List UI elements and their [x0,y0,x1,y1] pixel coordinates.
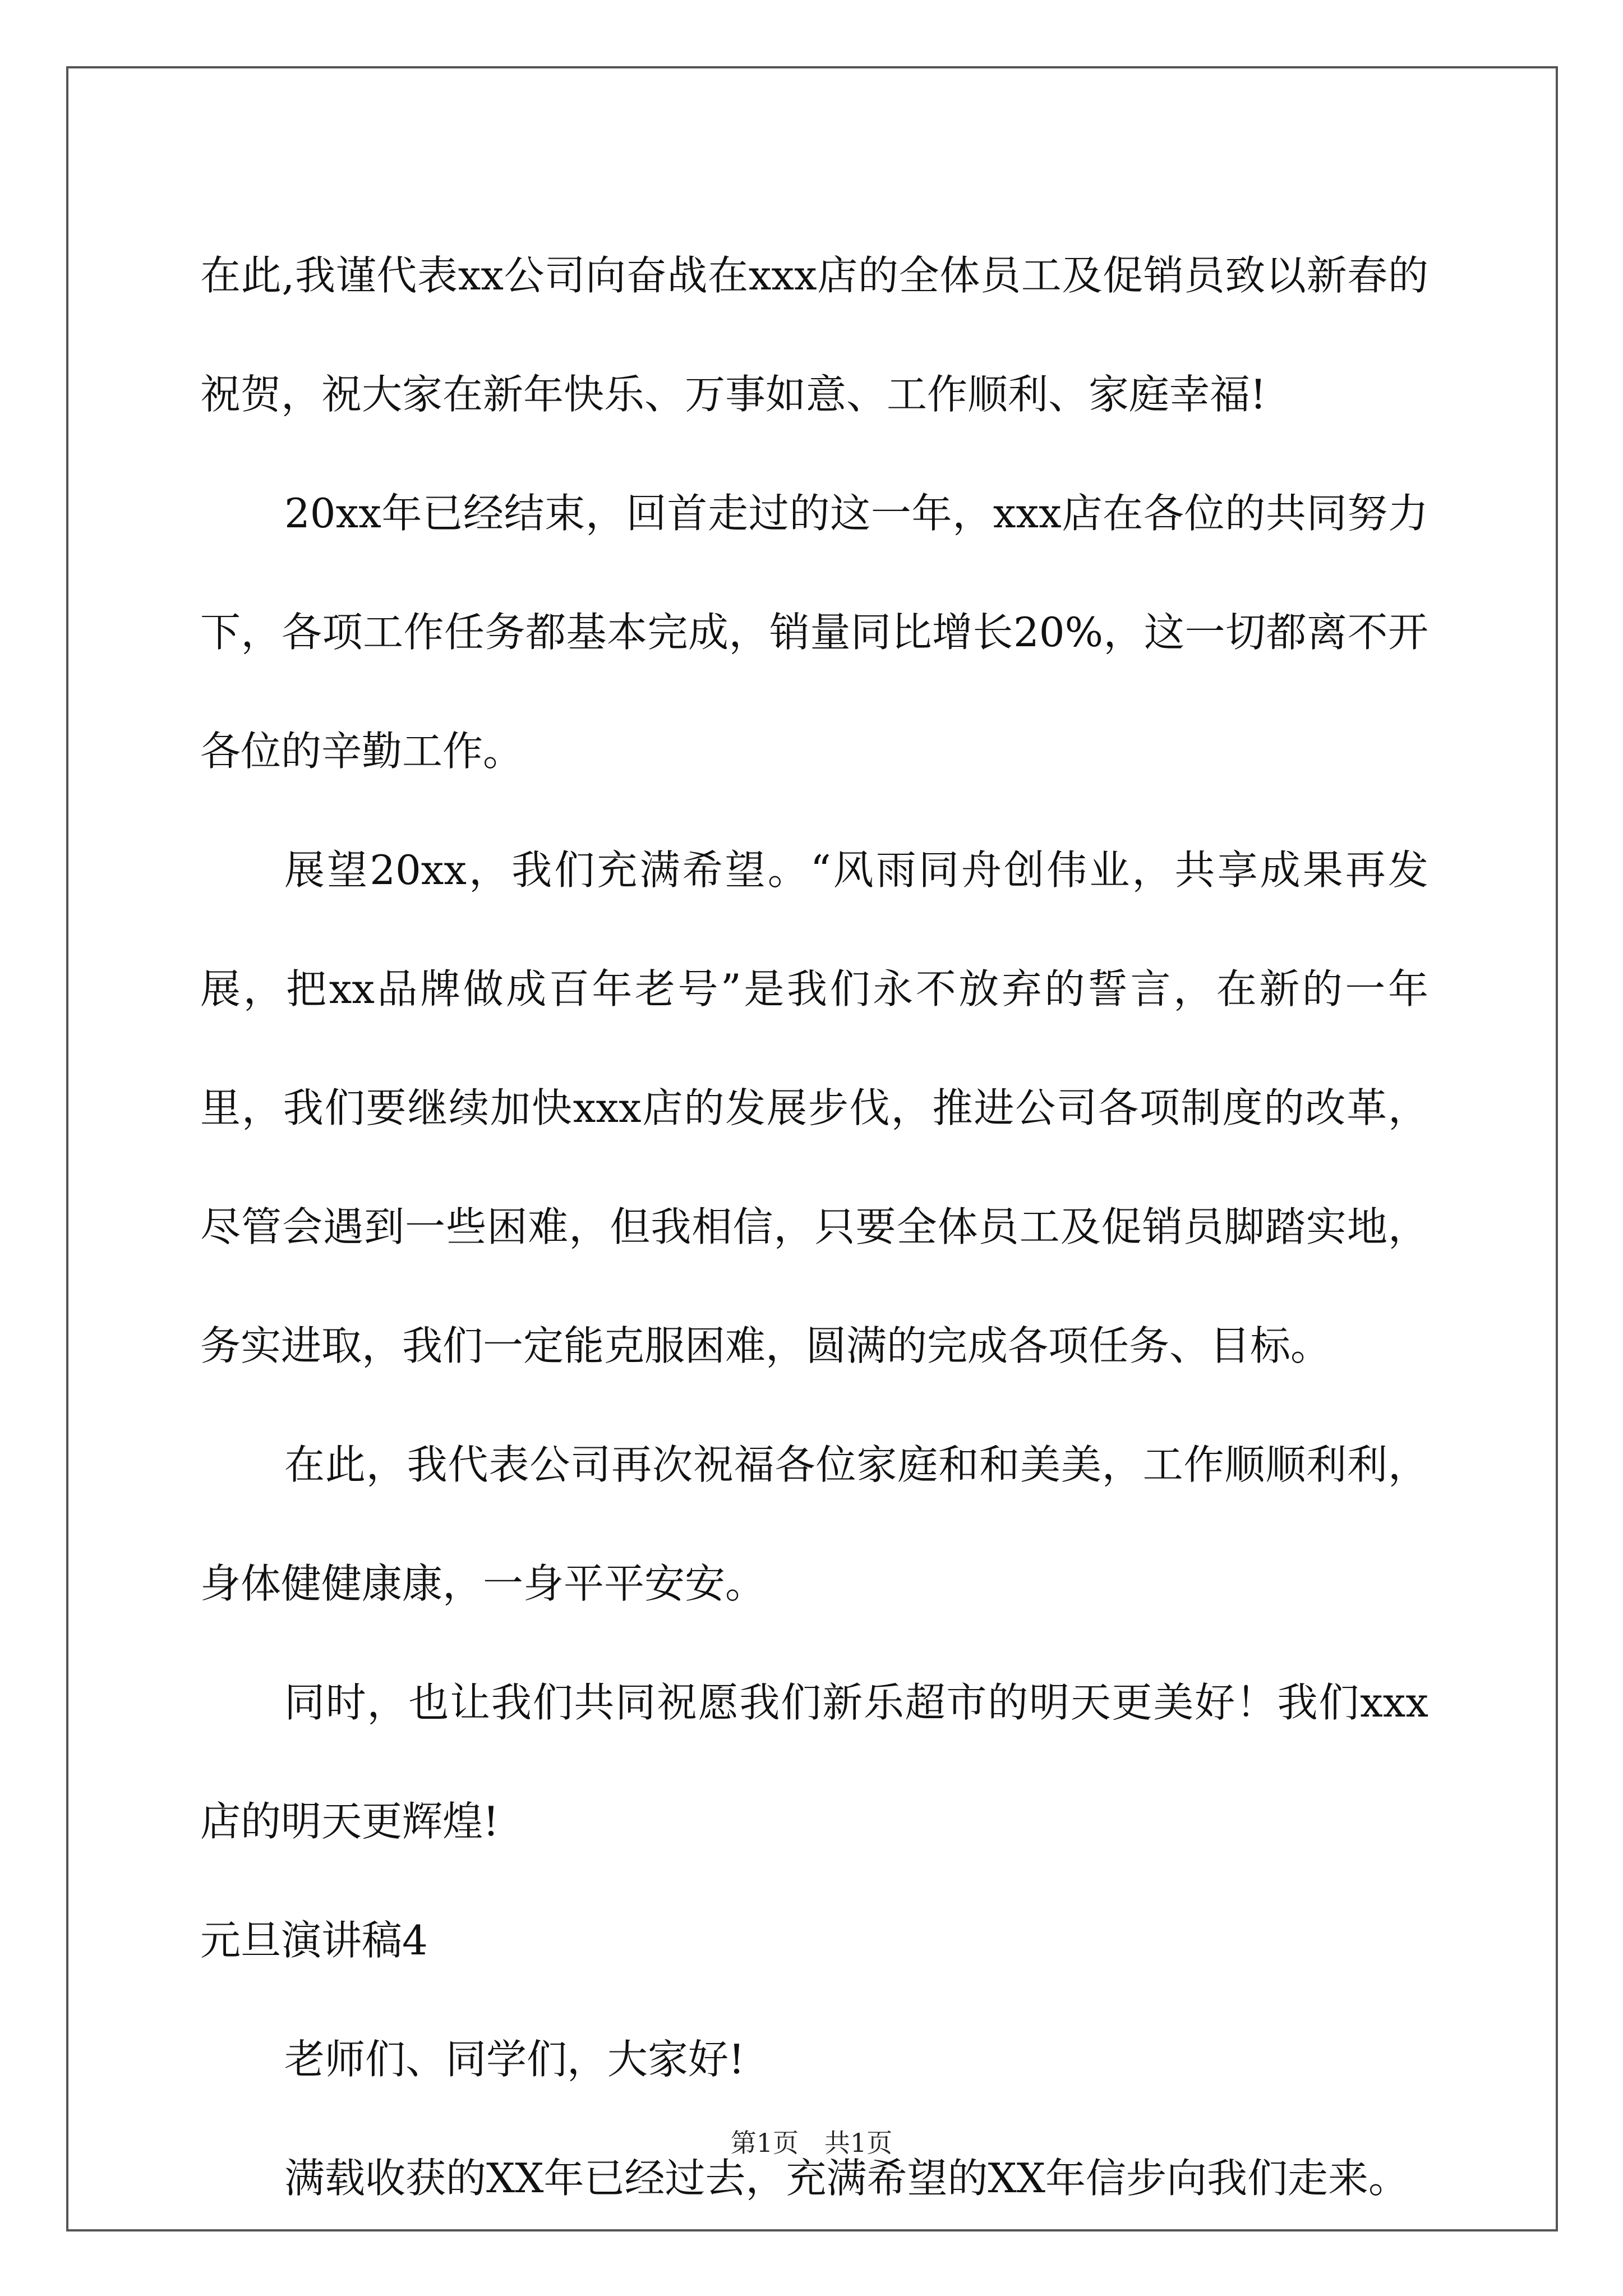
paragraph-3: 展望20xx，我们充满希望。“风雨同舟创伟业，共享成果再发展，把xx品牌做成百年老号”是我们永不放弃的誓言，在新的一年里，我们要继续加快xxx店的发展步伐，推进公司各项制度的改革，尽管会遇到一些困难，但我相信，只要全体员工及促销员脚踏实地，务实进取，我们一定能克服困难，圆满的完成各项任务、目标。 [200,846,1428,1369]
section-paragraph-2: 满载收获的XX年已经过去，充满希望的XX年信步向我们走来。 [284,2155,1409,2202]
paragraph-4: 在此，我代表公司再次祝福各位家庭和和美美，工作顺顺利利，身体健健康康，一身平平安安。 [200,1441,1428,1607]
section-paragraph-1: 老师们、同学们，大家好! [284,2036,745,2083]
page-footer: 第1页 共1页 [730,2128,893,2158]
paragraph-2: 20xx年已经结束，回首走过的这一年，xxx店在各位的共同努力下，各项工作任务都基本完成，销量同比增长20%，这一切都离不开各位的辛勤工作。 [200,490,1428,775]
document-body [200,216,1428,2238]
paragraph-1: 在此,我谨代表xx公司向奋战在xxx店的全体员工及促销员致以新春的祝贺，祝大家在新年快乐、万事如意、工作顺利、家庭幸福! [200,252,1428,418]
paragraph-5: 同时，也让我们共同祝愿我们新乐超市的明天更美好！我们xxx店的明天更辉煌! [200,1679,1428,1845]
section-title: 元旦演讲稿4 [200,1917,428,1964]
